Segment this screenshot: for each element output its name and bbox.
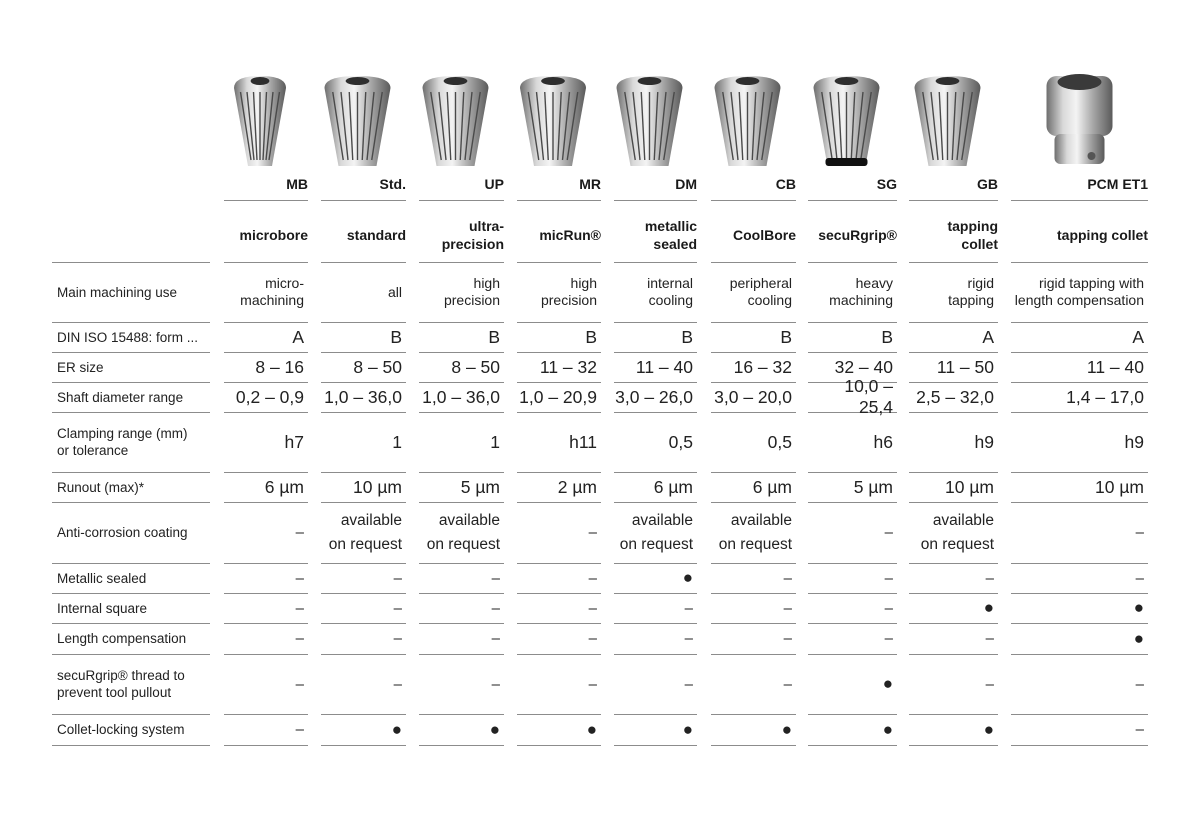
table-cell: 1,0 – 20,9 [519,386,597,407]
feature-dot: ● [1133,628,1144,648]
not-available-dash: – [1135,721,1144,738]
table-cell: available on request [920,511,994,553]
not-available-dash: – [884,524,893,541]
table-cell: 3,0 – 20,0 [714,386,792,407]
not-available-dash: – [393,675,402,693]
not-available-dash: – [588,599,597,617]
table-cell: rigid tapping [948,275,994,308]
not-available-dash: – [295,524,304,541]
header-divider [909,200,998,201]
collet-image-gb [898,68,997,177]
not-available-dash: – [783,599,792,617]
feature-dot: ● [983,598,994,617]
not-available-dash: – [491,675,500,693]
table-cell: h11 [569,431,597,452]
table-cell: h9 [974,431,994,452]
row-label-din-iso-15488-form: DIN ISO 15488: form ... [57,329,199,345]
not-available-dash: – [393,599,402,617]
table-cell: 1,0 – 36,0 [422,386,500,407]
column-name-cb: CoolBore [733,227,796,243]
table-cell: 11 – 40 [1086,356,1144,377]
row-divider [711,745,796,746]
collet-image-sg [797,68,896,177]
table-cell: h9 [1124,431,1144,452]
table-cell: A [292,326,304,347]
column-name-std: standard [346,227,406,243]
header-divider [321,200,406,201]
collet-image-mr [506,68,600,177]
not-available-dash: – [295,721,304,738]
not-available-dash: – [491,599,500,617]
table-cell: 6 µm [752,476,792,497]
column-code-dm: DM [675,176,697,192]
row-divider [224,745,308,746]
collet-image-cb [700,68,795,177]
column-code-gb: GB [977,176,998,192]
row-label-length-compensation: Length compensation [57,631,187,646]
column-code-mb: MB [286,176,308,192]
column-code-pcm-et1: PCM ET1 [1087,176,1148,192]
feature-dot: ● [586,719,597,739]
row-divider [419,745,504,746]
table-cell: 6 µm [653,476,693,497]
header-divider [224,200,308,201]
table-cell: available on request [619,511,693,553]
header-divider [517,200,601,201]
not-available-dash: – [588,630,597,647]
table-cell: micro- machining [240,275,304,308]
table-cell: high precision [443,275,500,308]
not-available-dash: – [1135,524,1144,541]
row-divider [808,745,897,746]
header-divider [419,200,504,201]
not-available-dash: – [393,630,402,647]
header-divider [1011,200,1148,201]
table-cell: all [387,283,402,300]
column-name-dm: metallic sealed [644,218,697,252]
row-label-er-size: ER size [57,359,104,375]
table-cell: 10 µm [353,476,402,497]
table-cell: 10 µm [945,476,994,497]
feature-dot: ● [391,719,402,739]
not-available-dash: – [491,630,500,647]
not-available-dash: – [884,630,893,647]
table-cell: 0,5 [767,431,792,452]
row-label-collet-locking-system: Collet-locking system [57,722,185,737]
row-label-anti-corrosion-coating: Anti-corrosion coating [57,525,188,540]
table-cell: available on request [718,511,792,553]
table-cell: internal cooling [647,275,693,308]
collet-image-mb [213,68,307,177]
table-cell: available on request [328,511,402,553]
table-cell: 5 µm [853,476,893,497]
table-cell: 5 µm [460,476,500,497]
not-available-dash: – [684,599,693,617]
table-cell: B [881,326,893,347]
table-cell: available on request [426,511,500,553]
feature-dot: ● [882,719,893,739]
column-code-std: Std. [379,176,406,192]
table-cell: 6 µm [264,476,304,497]
header-divider [808,200,897,201]
row-divider [52,745,210,746]
row-divider [909,745,998,746]
table-cell: 10,0 – 25,4 [844,376,893,417]
table-cell: 8 – 50 [451,356,500,377]
table-cell: B [681,326,693,347]
table-cell: B [585,326,597,347]
table-cell: 1,0 – 36,0 [324,386,402,407]
feature-dot: ● [489,719,500,739]
not-available-dash: – [295,630,304,647]
column-code-sg: SG [876,176,897,192]
not-available-dash: – [884,599,893,617]
row-label-metallic-sealed: Metallic sealed [57,570,147,586]
not-available-dash: – [684,675,693,693]
table-cell: 8 – 50 [353,356,402,377]
table-cell: h6 [873,431,893,452]
column-name-gb: tapping collet [947,218,998,252]
not-available-dash: – [684,630,693,647]
collet-image-std [310,68,405,177]
not-available-dash: – [295,569,304,587]
row-divider [517,745,601,746]
header-divider [614,200,697,201]
not-available-dash: – [884,569,893,587]
table-cell: 10 µm [1095,476,1144,497]
not-available-dash: – [783,675,792,693]
column-name-sg: secuRgrip® [818,227,897,243]
column-name-mb: microbore [239,227,308,243]
table-cell: 8 – 16 [255,356,304,377]
collet-image-up [408,68,503,177]
not-available-dash: – [588,569,597,587]
not-available-dash: – [491,569,500,587]
header-divider [711,200,796,201]
column-code-up: UP [484,176,504,192]
not-available-dash: – [985,675,994,693]
row-label-clamping-range-mm-or-tolerance: Clamping range (mm) or tolerance [57,426,188,458]
not-available-dash: – [295,675,304,693]
table-cell: B [390,326,402,347]
table-cell: 2,5 – 32,0 [916,386,994,407]
table-cell: high precision [540,275,597,308]
not-available-dash: – [783,630,792,647]
table-cell: A [982,326,994,347]
table-cell: 11 – 32 [539,356,597,377]
not-available-dash: – [393,569,402,587]
not-available-dash: – [783,569,792,587]
collet-image-dm [603,68,696,177]
column-code-cb: CB [775,176,796,192]
table-cell: B [780,326,792,347]
table-cell: 3,0 – 26,0 [615,386,693,407]
feature-dot: ● [682,568,693,587]
not-available-dash: – [295,599,304,617]
table-cell: 0,2 – 0,9 [235,386,304,407]
table-cell: A [1132,326,1144,347]
feature-dot: ● [1133,598,1144,617]
not-available-dash: – [985,630,994,647]
column-name-pcm-et1: tapping collet [1057,227,1148,243]
row-label-runout-max: Runout (max)* [57,479,145,495]
not-available-dash: – [588,524,597,541]
table-cell: 11 – 40 [635,356,693,377]
table-cell: 0,5 [668,431,693,452]
table-cell: 32 – 40 [834,356,893,377]
row-divider [321,745,406,746]
collet-image-pcm-et1 [1006,68,1153,177]
row-label-shaft-diameter-range: Shaft diameter range [57,389,184,405]
table-cell: peripheral cooling [729,275,792,308]
row-divider [1011,745,1148,746]
feature-dot: ● [682,719,693,739]
column-name-up: ultra- precision [441,218,504,252]
row-label-main-machining-use: Main machining use [57,284,178,300]
row-divider [614,745,697,746]
table-cell: h7 [284,431,304,452]
table-cell: 1 [392,431,402,452]
row-label-internal-square: Internal square [57,600,148,616]
not-available-dash: – [985,569,994,587]
not-available-dash: – [588,675,597,693]
feature-dot: ● [983,719,994,739]
column-name-mr: micRun® [539,227,601,243]
table-cell: 11 – 50 [936,356,994,377]
table-cell: 16 – 32 [733,356,792,377]
table-cell: heavy machining [829,275,893,308]
table-cell: B [488,326,500,347]
not-available-dash: – [1135,675,1144,693]
feature-dot: ● [882,674,893,693]
table-cell: 2 µm [557,476,597,497]
feature-dot: ● [781,719,792,739]
row-label-securgrip-thread-to-prevent-tool-pullout: secuRgrip® thread to prevent tool pullout [57,668,185,700]
not-available-dash: – [1135,569,1144,587]
table-cell: rigid tapping with length compensation [1014,275,1144,308]
column-code-mr: MR [579,176,601,192]
table-cell: 1,4 – 17,0 [1066,386,1144,407]
table-cell: 1 [490,431,500,452]
